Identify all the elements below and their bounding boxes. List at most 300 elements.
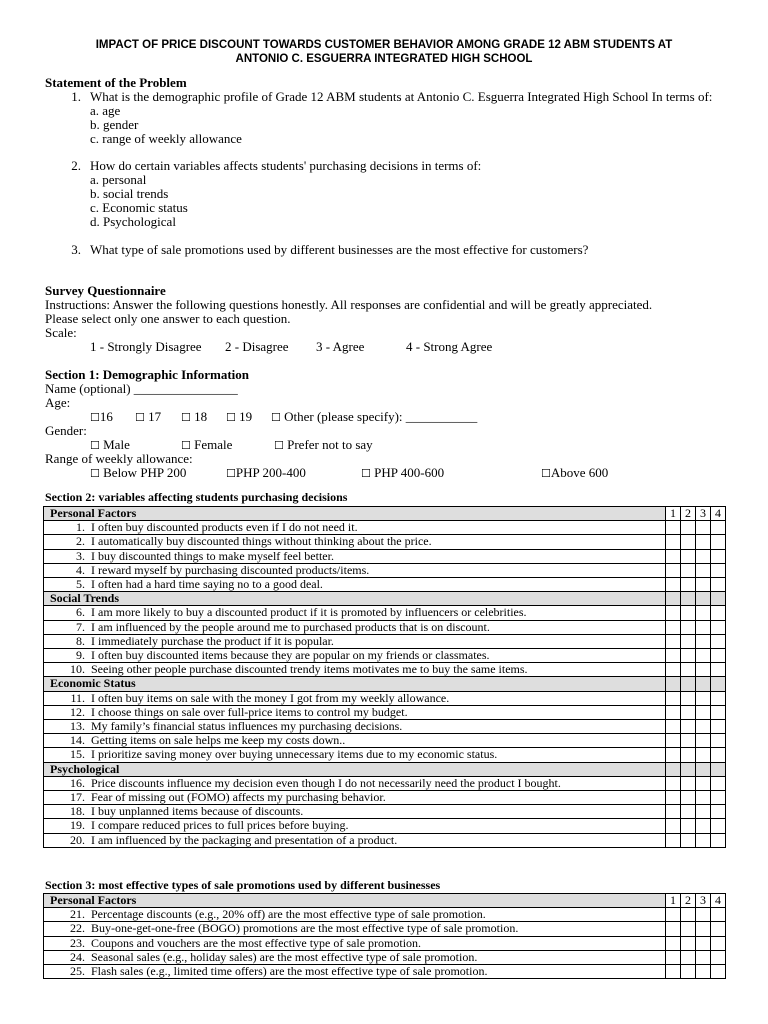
sub-item: a. age bbox=[90, 102, 121, 118]
question-row bbox=[44, 549, 726, 563]
gender-options bbox=[45, 438, 725, 452]
question-text: What type of sale promotions used by different businesses are the most effective for customers? bbox=[90, 241, 589, 257]
rating-answer-cell[interactable] bbox=[681, 691, 696, 705]
rating-answer-cell[interactable] bbox=[696, 535, 711, 549]
question-row bbox=[44, 776, 726, 790]
checkbox-icon[interactable]: ☐ bbox=[181, 438, 191, 452]
question-text: What is the demographic profile of Grade 12 ABM students at Antonio C. Esguerra Integrated High School In terms of: bbox=[90, 88, 713, 104]
age-option-16[interactable]: ☐16 bbox=[90, 408, 113, 424]
question-number: 2. bbox=[76, 534, 85, 549]
rating-cell bbox=[681, 677, 696, 691]
section-3-heading: Section 3: most effective types of sale promotions used by different businesses bbox=[45, 878, 441, 892]
rating-header: 3 bbox=[696, 894, 711, 908]
rating-answer-cell[interactable] bbox=[666, 649, 681, 663]
rating-answer-cell[interactable] bbox=[681, 620, 696, 634]
age-options bbox=[45, 410, 725, 424]
rating-answer-cell[interactable] bbox=[666, 535, 681, 549]
question-row bbox=[44, 578, 726, 592]
rating-answer-cell[interactable] bbox=[711, 620, 726, 634]
question-text: I reward myself by purchasing discounted products/items. bbox=[91, 562, 370, 577]
scale-item: 3 - Agree bbox=[316, 338, 365, 354]
rating-cell bbox=[681, 762, 696, 776]
question-row bbox=[44, 649, 726, 663]
question-row bbox=[44, 805, 726, 819]
survey-intro bbox=[45, 284, 725, 354]
question-cell bbox=[44, 776, 666, 790]
rating-answer-cell[interactable] bbox=[711, 908, 726, 922]
rating-cell bbox=[711, 677, 726, 691]
allowance-option-above-600[interactable]: ☐Above 600 bbox=[541, 464, 609, 480]
category-row bbox=[44, 762, 726, 776]
age-option-19[interactable]: ☐ 19 bbox=[226, 408, 253, 424]
category-label: Personal Factors bbox=[44, 507, 666, 521]
sub-item: d. Psychological bbox=[90, 214, 176, 230]
rating-answer-cell[interactable] bbox=[696, 734, 711, 748]
rating-answer-cell[interactable] bbox=[696, 606, 711, 620]
question-number: 8. bbox=[76, 633, 85, 648]
rating-answer-cell[interactable] bbox=[696, 649, 711, 663]
section-2-heading: Section 2: variables affecting students purchasing decisions bbox=[45, 490, 348, 504]
rating-answer-cell[interactable] bbox=[666, 720, 681, 734]
question-cell bbox=[44, 634, 666, 648]
section-1-heading: Section 1: Demographic Information bbox=[45, 367, 250, 382]
rating-header: 1 bbox=[666, 507, 681, 521]
problem-question-2 bbox=[45, 159, 725, 173]
question-text: Percentage discounts (e.g., 20% off) are the most effective type of sale promotion. bbox=[91, 907, 486, 922]
question-cell bbox=[44, 833, 666, 847]
rating-answer-cell[interactable] bbox=[711, 965, 726, 979]
rating-answer-cell[interactable] bbox=[711, 549, 726, 563]
rating-answer-cell[interactable] bbox=[711, 950, 726, 964]
rating-answer-cell[interactable] bbox=[681, 521, 696, 535]
rating-answer-cell[interactable] bbox=[696, 776, 711, 790]
rating-answer-cell[interactable] bbox=[711, 936, 726, 950]
rating-answer-cell[interactable] bbox=[711, 535, 726, 549]
allowance-option-200-400[interactable]: ☐PHP 200-400 bbox=[226, 464, 306, 480]
allowance-option-400-600[interactable]: ☐ PHP 400-600 bbox=[361, 464, 445, 480]
rating-answer-cell[interactable] bbox=[681, 776, 696, 790]
rating-answer-cell[interactable] bbox=[696, 908, 711, 922]
question-row bbox=[44, 748, 726, 762]
rating-answer-cell[interactable] bbox=[696, 578, 711, 592]
category-row bbox=[44, 592, 726, 606]
question-row bbox=[44, 535, 726, 549]
problem-question-3 bbox=[45, 243, 725, 257]
rating-answer-cell[interactable] bbox=[666, 965, 681, 979]
checkbox-icon[interactable]: ☐ bbox=[271, 410, 281, 424]
sub-item: b. gender bbox=[90, 116, 139, 132]
question-number: 14. bbox=[70, 733, 85, 748]
rating-answer-cell[interactable] bbox=[696, 833, 711, 847]
rating-cell bbox=[681, 592, 696, 606]
rating-answer-cell[interactable] bbox=[696, 805, 711, 819]
rating-answer-cell[interactable] bbox=[711, 634, 726, 648]
rating-answer-cell[interactable] bbox=[666, 663, 681, 677]
rating-answer-cell[interactable] bbox=[711, 819, 726, 833]
question-cell bbox=[44, 549, 666, 563]
question-cell bbox=[44, 691, 666, 705]
section-3-heading-wrap bbox=[45, 879, 725, 893]
question-row bbox=[44, 833, 726, 847]
checkbox-icon[interactable]: ☐ bbox=[361, 466, 371, 480]
question-cell bbox=[44, 663, 666, 677]
rating-answer-cell[interactable] bbox=[696, 950, 711, 964]
sub-item: c. Economic status bbox=[90, 200, 188, 216]
rating-answer-cell[interactable] bbox=[666, 805, 681, 819]
question-text: I prioritize saving money over buying unnecessary items due to my economic status. bbox=[91, 747, 498, 762]
question-text: Getting items on sale helps me keep my costs down.. bbox=[91, 733, 346, 748]
question-text: I immediately purchase the product if it is popular. bbox=[91, 633, 334, 648]
rating-answer-cell[interactable] bbox=[696, 791, 711, 805]
question-row bbox=[44, 950, 726, 964]
allowance-options bbox=[45, 466, 725, 480]
gender-option-male[interactable]: ☐ Male bbox=[90, 436, 130, 452]
rating-answer-cell[interactable] bbox=[681, 748, 696, 762]
rating-answer-cell[interactable] bbox=[681, 791, 696, 805]
sub-item: a. personal bbox=[90, 172, 147, 188]
category-label: Economic Status bbox=[44, 677, 666, 691]
rating-answer-cell[interactable] bbox=[666, 922, 681, 936]
rating-answer-cell[interactable] bbox=[681, 936, 696, 950]
question-number: 3. bbox=[71, 241, 81, 257]
rating-answer-cell[interactable] bbox=[681, 908, 696, 922]
question-cell bbox=[44, 965, 666, 979]
question-cell bbox=[44, 819, 666, 833]
question-row bbox=[44, 734, 726, 748]
scale-label: Scale: bbox=[45, 324, 77, 340]
question-text: I am influenced by the packaging and presentation of a product. bbox=[91, 832, 398, 847]
rating-answer-cell[interactable] bbox=[696, 965, 711, 979]
checkbox-icon[interactable]: ☐ bbox=[274, 438, 284, 452]
rating-answer-cell[interactable] bbox=[681, 563, 696, 577]
rating-cell bbox=[666, 592, 681, 606]
question-text: I often buy items on sale with the money I got from my weekly allowance. bbox=[91, 690, 450, 705]
rating-answer-cell[interactable] bbox=[681, 734, 696, 748]
rating-answer-cell[interactable] bbox=[711, 805, 726, 819]
rating-answer-cell[interactable] bbox=[681, 649, 696, 663]
question-row bbox=[44, 563, 726, 577]
scale-item: 4 - Strong Agree bbox=[406, 338, 493, 354]
question-cell bbox=[44, 734, 666, 748]
question-number: 9. bbox=[76, 648, 85, 663]
rating-answer-cell[interactable] bbox=[696, 936, 711, 950]
rating-answer-cell[interactable] bbox=[711, 606, 726, 620]
question-number: 23. bbox=[70, 935, 85, 950]
checkbox-icon[interactable]: ☐ bbox=[226, 410, 236, 424]
question-number: 12. bbox=[70, 704, 85, 719]
age-option-18[interactable]: ☐ 18 bbox=[181, 408, 208, 424]
rating-answer-cell[interactable] bbox=[681, 805, 696, 819]
checkbox-icon[interactable]: ☐ bbox=[135, 410, 145, 424]
rating-answer-cell[interactable] bbox=[711, 649, 726, 663]
question-text: I am influenced by the people around me to purchased products that is on discount. bbox=[91, 619, 490, 634]
section-2-heading-wrap bbox=[45, 491, 725, 505]
rating-answer-cell[interactable] bbox=[681, 819, 696, 833]
question-cell bbox=[44, 720, 666, 734]
rating-answer-cell[interactable] bbox=[696, 922, 711, 936]
scale-item: 2 - Disagree bbox=[225, 338, 289, 354]
question-number: 15. bbox=[70, 747, 85, 762]
gender-option-female[interactable]: ☐ Female bbox=[181, 436, 233, 452]
question-number: 2. bbox=[71, 158, 81, 174]
rating-answer-cell[interactable] bbox=[681, 578, 696, 592]
rating-answer-cell[interactable] bbox=[666, 620, 681, 634]
rating-answer-cell[interactable] bbox=[711, 663, 726, 677]
question-row bbox=[44, 922, 726, 936]
rating-answer-cell[interactable] bbox=[711, 691, 726, 705]
category-row bbox=[44, 507, 726, 521]
rating-answer-cell[interactable] bbox=[666, 936, 681, 950]
question-text: Price discounts influence my decision even though I do not necessarily need the product I bought. bbox=[91, 775, 561, 790]
rating-cell bbox=[666, 762, 681, 776]
rating-answer-cell[interactable] bbox=[696, 521, 711, 535]
question-row bbox=[44, 663, 726, 677]
checkbox-icon[interactable]: ☐ bbox=[541, 466, 551, 480]
question-row bbox=[44, 691, 726, 705]
question-number: 5. bbox=[76, 577, 85, 592]
question-number: 7. bbox=[76, 619, 85, 634]
rating-answer-cell[interactable] bbox=[696, 663, 711, 677]
question-cell bbox=[44, 791, 666, 805]
rating-answer-cell[interactable] bbox=[666, 521, 681, 535]
question-text: Fear of missing out (FOMO) affects my purchasing behavior. bbox=[91, 790, 386, 805]
rating-answer-cell[interactable] bbox=[666, 691, 681, 705]
category-row bbox=[44, 894, 726, 908]
rating-header: 2 bbox=[681, 507, 696, 521]
question-number: 25. bbox=[70, 964, 85, 979]
rating-answer-cell[interactable] bbox=[666, 748, 681, 762]
scale-item: 1 - Strongly Disagree bbox=[90, 338, 202, 354]
problem-heading: Statement of the Problem bbox=[45, 75, 187, 90]
question-cell bbox=[44, 950, 666, 964]
rating-answer-cell[interactable] bbox=[711, 563, 726, 577]
age-option-17[interactable]: ☐ 17 bbox=[135, 408, 162, 424]
category-label: Social Trends bbox=[44, 592, 666, 606]
question-text: I often buy discounted products even if I do not need it. bbox=[91, 520, 358, 535]
allowance-option-below-200[interactable]: ☐ Below PHP 200 bbox=[90, 464, 187, 480]
problem-question-1 bbox=[45, 90, 725, 104]
rating-answer-cell[interactable] bbox=[696, 549, 711, 563]
rating-header: 4 bbox=[711, 507, 726, 521]
question-text: I often buy discounted items because they are popular on my friends or classmates. bbox=[91, 648, 490, 663]
question-cell bbox=[44, 563, 666, 577]
question-number: 17. bbox=[70, 790, 85, 805]
rating-answer-cell[interactable] bbox=[666, 819, 681, 833]
rating-answer-cell[interactable] bbox=[681, 705, 696, 719]
question-row bbox=[44, 819, 726, 833]
category-row bbox=[44, 677, 726, 691]
rating-answer-cell[interactable] bbox=[696, 691, 711, 705]
rating-answer-cell[interactable] bbox=[681, 965, 696, 979]
rating-answer-cell[interactable] bbox=[666, 563, 681, 577]
question-row bbox=[44, 908, 726, 922]
question-row bbox=[44, 620, 726, 634]
survey-instructions-2: Please select only one answer to each question. bbox=[45, 310, 291, 326]
rating-answer-cell[interactable] bbox=[681, 950, 696, 964]
question-number: 16. bbox=[70, 775, 85, 790]
question-text: I automatically buy discounted things without thinking about the price. bbox=[91, 534, 432, 549]
question-text: I buy discounted things to make myself feel better. bbox=[91, 548, 334, 563]
name-field[interactable]: Name (optional) ________________ bbox=[45, 380, 238, 396]
rating-header: 1 bbox=[666, 894, 681, 908]
rating-answer-cell[interactable] bbox=[711, 791, 726, 805]
question-row bbox=[44, 791, 726, 805]
category-label: Personal Factors bbox=[44, 894, 666, 908]
rating-cell bbox=[696, 592, 711, 606]
question-row bbox=[44, 634, 726, 648]
age-label: Age: bbox=[45, 394, 71, 410]
question-text: Coupons and vouchers are the most effective type of sale promotion. bbox=[91, 935, 422, 950]
question-text: Seasonal sales (e.g., holiday sales) are the most effective type of sale promotion. bbox=[91, 949, 478, 964]
rating-answer-cell[interactable] bbox=[696, 620, 711, 634]
rating-answer-cell[interactable] bbox=[681, 634, 696, 648]
rating-answer-cell[interactable] bbox=[681, 549, 696, 563]
sub-item: c. range of weekly allowance bbox=[90, 130, 242, 146]
rating-header: 3 bbox=[696, 507, 711, 521]
question-cell bbox=[44, 535, 666, 549]
rating-cell bbox=[696, 677, 711, 691]
rating-answer-cell[interactable] bbox=[696, 720, 711, 734]
question-text: Seeing other people purchase discounted trendy items motivates me to buy the same items. bbox=[91, 662, 528, 677]
rating-cell bbox=[666, 677, 681, 691]
rating-answer-cell[interactable] bbox=[696, 705, 711, 719]
checkbox-icon[interactable]: ☐ bbox=[90, 438, 100, 452]
section-1 bbox=[45, 368, 725, 480]
question-text: My family’s financial status influences my purchasing decisions. bbox=[91, 719, 403, 734]
rating-answer-cell[interactable] bbox=[711, 734, 726, 748]
gender-option-prefer-not[interactable]: ☐ Prefer not to say bbox=[274, 436, 373, 452]
question-row bbox=[44, 705, 726, 719]
survey-heading: Survey Questionnaire bbox=[45, 283, 166, 298]
question-number: 18. bbox=[70, 804, 85, 819]
rating-header: 2 bbox=[681, 894, 696, 908]
question-row bbox=[44, 606, 726, 620]
scale-legend bbox=[45, 340, 725, 354]
rating-answer-cell[interactable] bbox=[696, 563, 711, 577]
question-text: I am more likely to buy a discounted product if it is promoted by influencers or celebrities. bbox=[91, 605, 527, 620]
question-row bbox=[44, 965, 726, 979]
rating-answer-cell[interactable] bbox=[666, 705, 681, 719]
question-number: 19. bbox=[70, 818, 85, 833]
rating-answer-cell[interactable] bbox=[711, 922, 726, 936]
rating-header: 4 bbox=[711, 894, 726, 908]
rating-answer-cell[interactable] bbox=[666, 833, 681, 847]
category-label: Psychological bbox=[44, 762, 666, 776]
question-text: I choose things on sale over full-price items to control my budget. bbox=[91, 704, 408, 719]
question-cell bbox=[44, 936, 666, 950]
allowance-label: Range of weekly allowance: bbox=[45, 450, 193, 466]
rating-answer-cell[interactable] bbox=[666, 578, 681, 592]
checkbox-icon[interactable]: ☐ bbox=[90, 410, 100, 424]
rating-answer-cell[interactable] bbox=[711, 705, 726, 719]
question-number: 21. bbox=[70, 907, 85, 922]
rating-answer-cell[interactable] bbox=[666, 791, 681, 805]
rating-answer-cell[interactable] bbox=[696, 819, 711, 833]
rating-answer-cell[interactable] bbox=[711, 833, 726, 847]
question-number: 13. bbox=[70, 719, 85, 734]
question-number: 1. bbox=[71, 88, 81, 104]
rating-answer-cell[interactable] bbox=[666, 606, 681, 620]
age-option-other[interactable]: ☐ Other (please specify): ___________ bbox=[271, 408, 478, 424]
sub-item: b. social trends bbox=[90, 186, 169, 202]
rating-answer-cell[interactable] bbox=[681, 720, 696, 734]
question-cell bbox=[44, 805, 666, 819]
rating-cell bbox=[711, 592, 726, 606]
rating-answer-cell[interactable] bbox=[711, 578, 726, 592]
question-cell bbox=[44, 908, 666, 922]
section-3-table bbox=[43, 893, 726, 979]
gender-label: Gender: bbox=[45, 422, 87, 438]
question-cell bbox=[44, 521, 666, 535]
question-cell bbox=[44, 705, 666, 719]
question-text: How do certain variables affects students' purchasing decisions in terms of: bbox=[90, 158, 482, 174]
survey-instructions: Instructions: Answer the following questions honestly. All responses are confidential and will be greatly appreciated. bbox=[45, 296, 653, 312]
question-cell bbox=[44, 620, 666, 634]
rating-answer-cell[interactable] bbox=[681, 922, 696, 936]
question-number: 20. bbox=[70, 832, 85, 847]
checkbox-icon[interactable]: ☐ bbox=[181, 410, 191, 424]
rating-answer-cell[interactable] bbox=[681, 833, 696, 847]
rating-answer-cell[interactable] bbox=[666, 549, 681, 563]
rating-answer-cell[interactable] bbox=[696, 634, 711, 648]
rating-cell bbox=[711, 762, 726, 776]
rating-answer-cell[interactable] bbox=[666, 908, 681, 922]
document-title bbox=[40, 38, 728, 66]
rating-answer-cell[interactable] bbox=[681, 663, 696, 677]
rating-answer-cell[interactable] bbox=[666, 776, 681, 790]
title-line-1: IMPACT OF PRICE DISCOUNT TOWARDS CUSTOMER BEHAVIOR AMONG GRADE 12 ABM STUDENTS AT bbox=[95, 39, 673, 51]
question-number: 1. bbox=[76, 520, 85, 535]
rating-answer-cell[interactable] bbox=[681, 606, 696, 620]
rating-answer-cell[interactable] bbox=[711, 748, 726, 762]
question-row bbox=[44, 720, 726, 734]
rating-answer-cell[interactable] bbox=[681, 535, 696, 549]
question-number: 10. bbox=[70, 662, 85, 677]
question-row bbox=[44, 521, 726, 535]
question-number: 22. bbox=[70, 921, 85, 936]
rating-answer-cell[interactable] bbox=[711, 521, 726, 535]
rating-answer-cell[interactable] bbox=[666, 634, 681, 648]
question-text: Buy-one-get-one-free (BOGO) promotions are the most effective type of sale promotion. bbox=[91, 921, 519, 936]
checkbox-icon[interactable]: ☐ bbox=[90, 466, 100, 480]
section-2-table bbox=[43, 506, 726, 848]
question-cell bbox=[44, 606, 666, 620]
question-text: I buy unplanned items because of discounts. bbox=[91, 804, 304, 819]
question-cell bbox=[44, 922, 666, 936]
question-text: I often had a hard time saying no to a good deal. bbox=[91, 577, 323, 592]
question-number: 24. bbox=[70, 949, 85, 964]
checkbox-icon[interactable]: ☐ bbox=[226, 466, 236, 480]
question-row bbox=[44, 936, 726, 950]
rating-answer-cell[interactable] bbox=[666, 734, 681, 748]
question-number: 4. bbox=[76, 562, 85, 577]
question-number: 3. bbox=[76, 548, 85, 563]
title-line-2: ANTONIO C. ESGUERRA INTEGRATED HIGH SCHOOL bbox=[235, 53, 533, 65]
question-text: I compare reduced prices to full prices before buying. bbox=[91, 818, 349, 833]
question-cell bbox=[44, 748, 666, 762]
rating-answer-cell[interactable] bbox=[696, 748, 711, 762]
rating-answer-cell[interactable] bbox=[711, 776, 726, 790]
rating-answer-cell[interactable] bbox=[711, 720, 726, 734]
rating-answer-cell[interactable] bbox=[666, 950, 681, 964]
question-cell bbox=[44, 578, 666, 592]
question-number: 6. bbox=[76, 605, 85, 620]
problem-statement bbox=[45, 76, 725, 257]
question-number: 11. bbox=[70, 690, 85, 705]
question-cell bbox=[44, 649, 666, 663]
rating-cell bbox=[696, 762, 711, 776]
question-text: Flash sales (e.g., limited time offers) are the most effective type of sale promotion. bbox=[91, 964, 488, 979]
